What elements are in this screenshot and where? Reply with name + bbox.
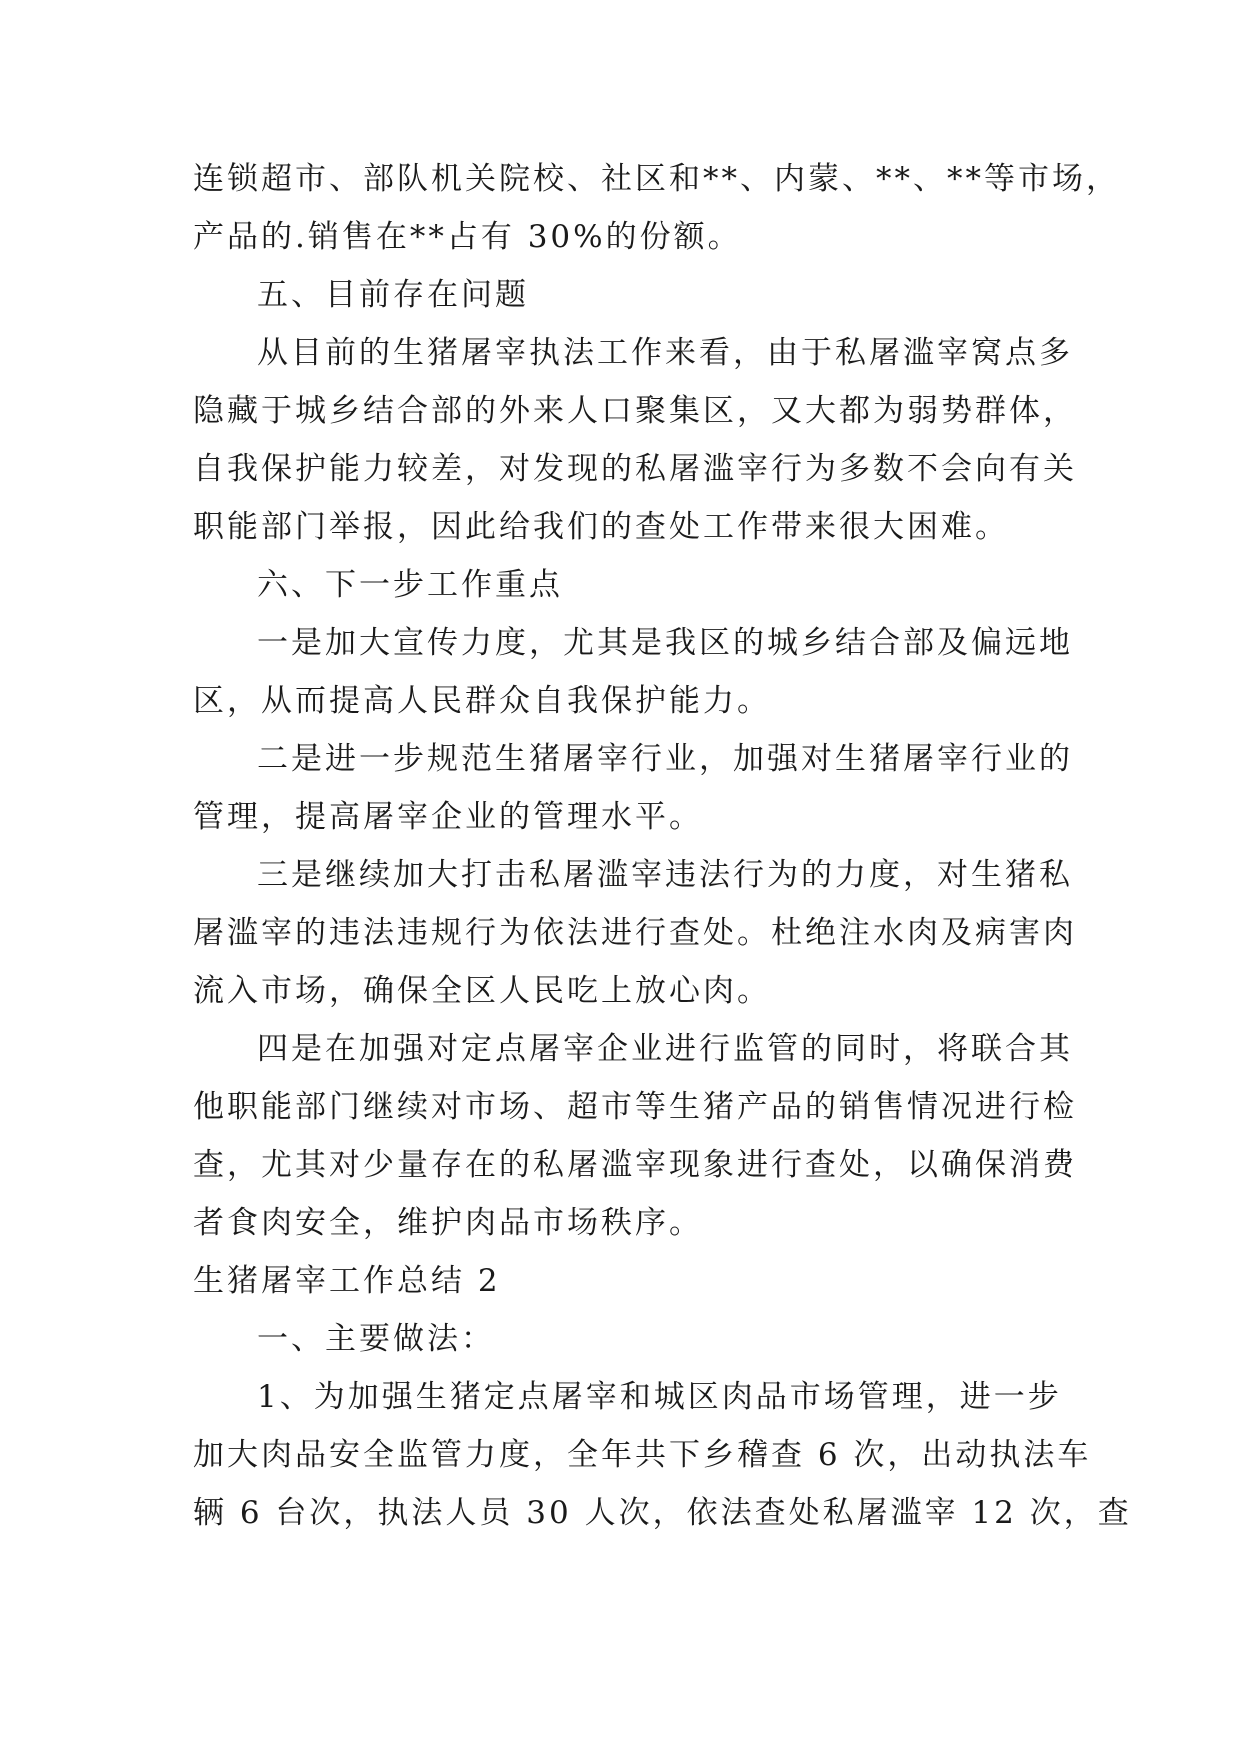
- paragraph-line: 三是继续加大打击私屠滥宰违法行为的力度，对生猪私: [257, 857, 1073, 893]
- document-title: 生猪屠宰工作总结 2: [193, 1263, 501, 1299]
- section-heading-five: 五、目前存在问题: [257, 277, 529, 313]
- paragraph-line: 管理，提高屠宰企业的管理水平。: [193, 799, 703, 835]
- paragraph-line: 一是加大宣传力度，尤其是我区的城乡结合部及偏远地: [257, 625, 1073, 661]
- section-heading-one: 一、主要做法：: [257, 1321, 495, 1357]
- paragraph-line: 从目前的生猪屠宰执法工作来看，由于私屠滥宰窝点多: [257, 335, 1073, 371]
- paragraph-line: 二是进一步规范生猪屠宰行业，加强对生猪屠宰行业的: [257, 741, 1073, 777]
- paragraph-line: 屠滥宰的违法违规行为依法进行查处。杜绝注水肉及病害肉: [193, 915, 1077, 951]
- paragraph-line: 辆 6 台次，执法人员 30 人次，依法查处私屠滥宰 12 次，查: [193, 1495, 1132, 1531]
- paragraph-line: 查，尤其对少量存在的私屠滥宰现象进行查处，以确保消费: [193, 1147, 1077, 1183]
- paragraph-line: 他职能部门继续对市场、超市等生猪产品的销售情况进行检: [193, 1089, 1077, 1125]
- paragraph-line: 1、为加强生猪定点屠宰和城区肉品市场管理，进一步: [257, 1379, 1062, 1415]
- paragraph-line: 者食肉安全，维护肉品市场秩序。: [193, 1205, 703, 1241]
- paragraph-line: 流入市场，确保全区人民吃上放心肉。: [193, 973, 771, 1009]
- paragraph-line: 四是在加强对定点屠宰企业进行监管的同时，将联合其: [257, 1031, 1073, 1067]
- paragraph-line: 区，从而提高人民群众自我保护能力。: [193, 683, 771, 719]
- paragraph-line: 产品的.销售在**占有 30%的份额。: [193, 219, 742, 255]
- paragraph-line: 职能部门举报，因此给我们的查处工作带来很大困难。: [193, 509, 1009, 545]
- paragraph-line: 自我保护能力较差，对发现的私屠滥宰行为多数不会向有关: [193, 451, 1077, 487]
- paragraph-line: 连锁超市、部队机关院校、社区和**、内蒙、**、**等市场，: [193, 161, 1120, 197]
- paragraph-line: 隐藏于城乡结合部的外来人口聚集区，又大都为弱势群体，: [193, 393, 1077, 429]
- paragraph-line: 加大肉品安全监管力度，全年共下乡稽查 6 次，出动执法车: [193, 1437, 1092, 1473]
- section-heading-six: 六、下一步工作重点: [257, 567, 563, 603]
